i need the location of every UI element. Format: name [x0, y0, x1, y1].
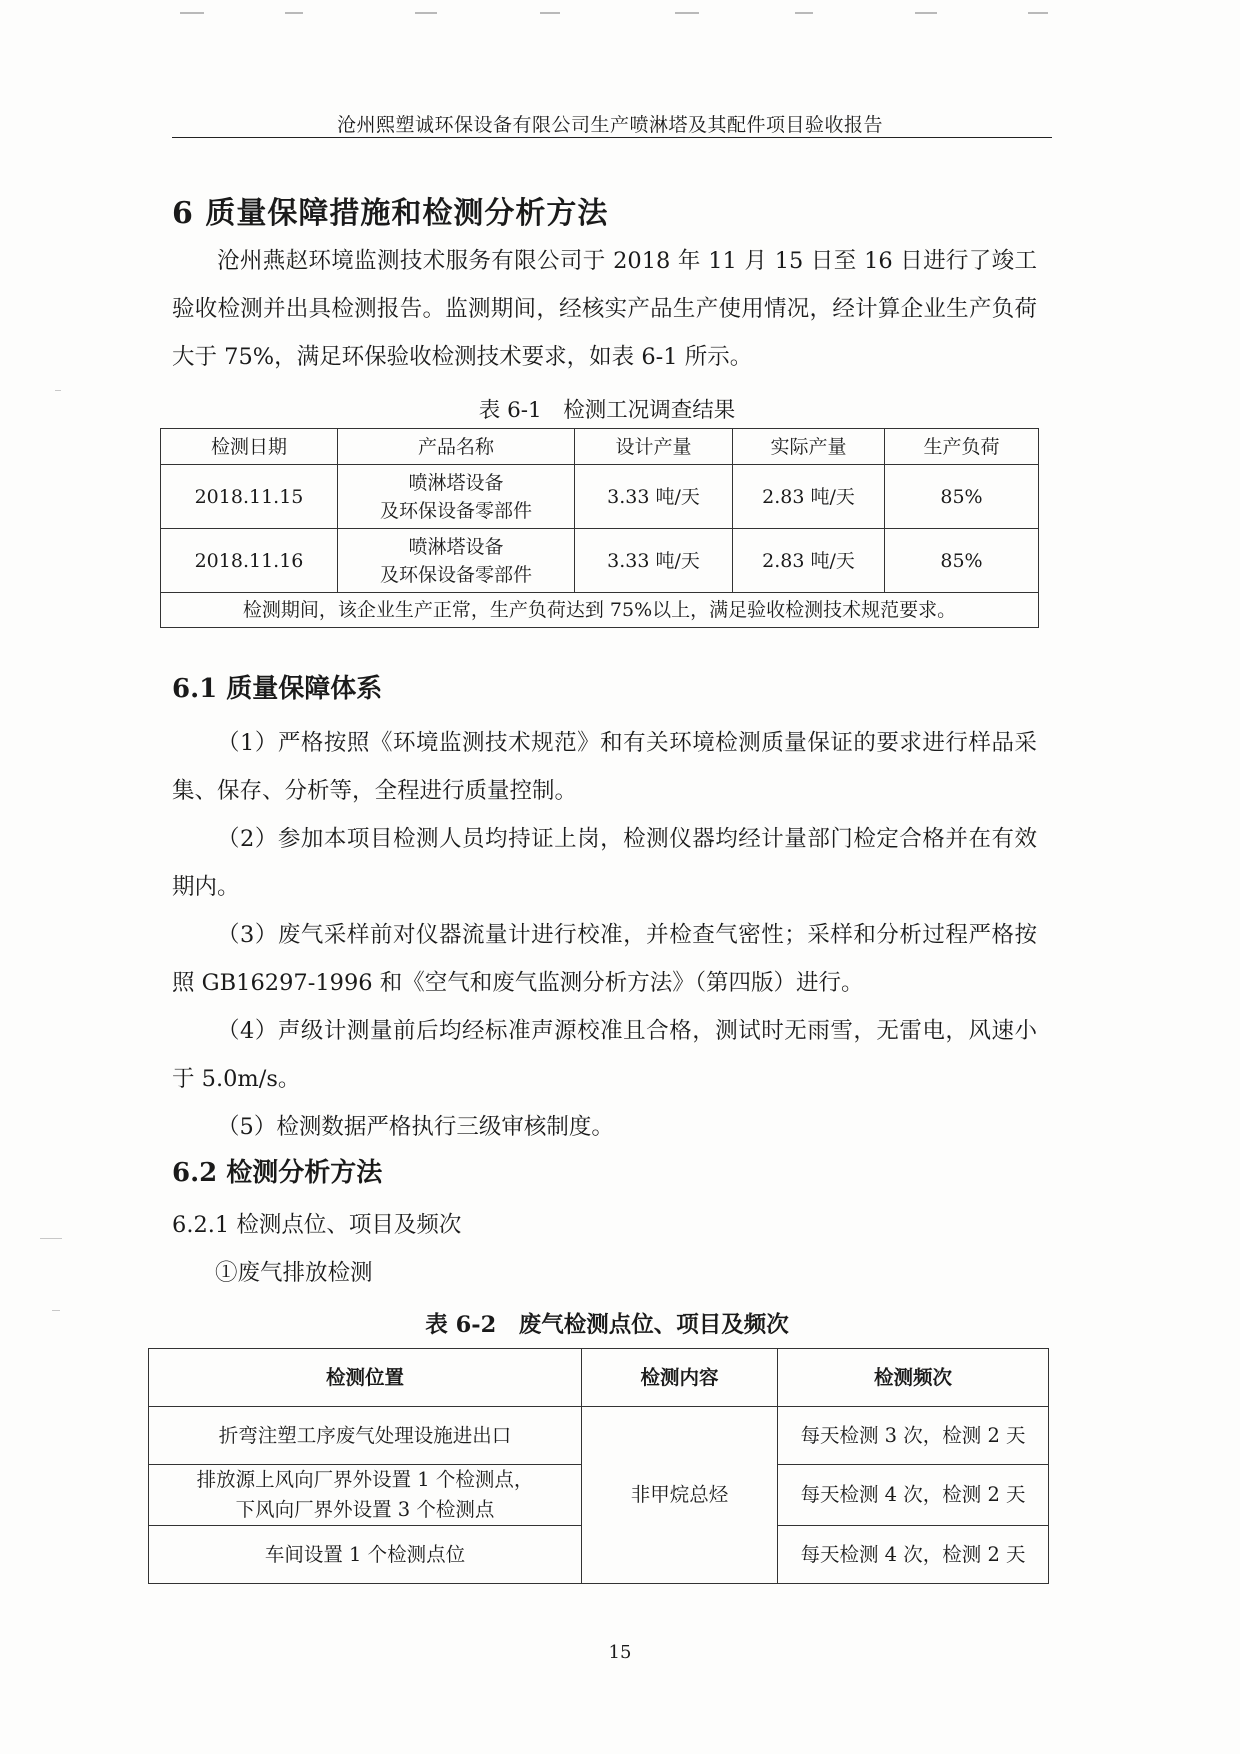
section-6-intro-paragraph: 沧州燕赵环境监测技术服务有限公司于 2018 年 11 月 15 日至 16 日进行了竣工验收检测并出具检测报告。监测期间，经核实产品生产使用情况，经计算企业生产负荷大于 75%，满足环保验收检测技术要求，如表 6-1 所示。 — [172, 248, 1037, 370]
section-6-heading: 6 质量保障措施和检测分析方法 — [172, 196, 609, 231]
header-cell: 实际产量 — [733, 429, 885, 465]
table-6-2 — [148, 1348, 1049, 1584]
load-cell: 85% — [885, 529, 1039, 593]
header-cell: 检测日期 — [161, 429, 338, 465]
scan-margin-mark — [52, 1310, 60, 1311]
page-number: 15 — [608, 1642, 632, 1663]
header-cell: 设计产量 — [575, 429, 733, 465]
table-note-cell: 检测期间，该企业生产正常，生产负荷达到 75%以上，满足验收检测技术规范要求。 — [161, 593, 1039, 628]
product-line: 及环保设备零部件 — [379, 563, 532, 586]
date-cell: 2018.11.16 — [161, 529, 338, 593]
scan-margin-mark — [40, 1238, 62, 1239]
product-cell — [338, 529, 575, 593]
header-cell: 检测频次 — [778, 1349, 1049, 1407]
header-rule — [172, 137, 1052, 138]
table-row — [161, 465, 1039, 529]
qa-item: （3）废气采样前对仪器流量计进行校准，并检查气密性；采样和分析过程严格按照 GB16297-1996 和《空气和废气监测分析方法》（第四版）进行。 — [172, 922, 1037, 996]
section-6-2-heading: 6.2 检测分析方法 — [172, 1158, 383, 1188]
header-cell: 产品名称 — [338, 429, 575, 465]
table-6-1-caption: 表 6-1 检测工况调查结果 — [478, 398, 736, 423]
frequency-cell: 每天检测 4 次，检测 2 天 — [778, 1465, 1049, 1526]
product-line: 及环保设备零部件 — [379, 499, 532, 522]
load-cell: 85% — [885, 465, 1039, 529]
header-cell: 检测内容 — [582, 1349, 778, 1407]
running-header: 沧州熙塑诚环保设备有限公司生产喷淋塔及其配件项目验收报告 — [336, 114, 883, 136]
product-line: 喷淋塔设备 — [408, 471, 504, 494]
content-cell: 非甲烷总烃 — [582, 1407, 778, 1584]
quality-assurance-list — [172, 719, 1037, 1151]
header-cell: 生产负荷 — [885, 429, 1039, 465]
design-output-cell: 3.33 吨/天 — [575, 529, 733, 593]
scan-margin-mark — [55, 390, 61, 391]
subsection-6-2-1-heading: 6.2.1 检测点位、项目及频次 — [172, 1212, 462, 1238]
position-cell — [149, 1465, 582, 1526]
actual-output-cell: 2.83 吨/天 — [733, 529, 885, 593]
scan-artifact-marks — [180, 12, 1060, 20]
qa-item: （1）严格按照《环境监测技术规范》和有关环境检测质量保证的要求进行样品采集、保存、分析等，全程进行质量控制。 — [172, 730, 1037, 804]
qa-item: （2）参加本项目检测人员均持证上岗，检测仪器均经计量部门检定合格并在有效期内。 — [172, 826, 1037, 900]
table-row — [149, 1407, 1049, 1465]
position-cell: 车间设置 1 个检测点位 — [149, 1526, 582, 1584]
frequency-cell: 每天检测 4 次，检测 2 天 — [778, 1526, 1049, 1584]
table-6-2-caption: 表 6-2 废气检测点位、项目及频次 — [425, 1312, 789, 1338]
frequency-cell: 每天检测 3 次，检测 2 天 — [778, 1407, 1049, 1465]
product-cell — [338, 465, 575, 529]
position-cell: 折弯注塑工序废气处理设施进出口 — [149, 1407, 582, 1465]
product-line: 喷淋塔设备 — [408, 535, 504, 558]
actual-output-cell: 2.83 吨/天 — [733, 465, 885, 529]
table-row — [161, 529, 1039, 593]
table-header-row — [149, 1349, 1049, 1407]
table-note-row — [161, 593, 1039, 628]
position-line: 下风向厂界外设置 3 个检测点 — [235, 1498, 495, 1521]
position-line: 排放源上风向厂界外设置 1 个检测点， — [196, 1468, 534, 1491]
date-cell: 2018.11.15 — [161, 465, 338, 529]
header-cell: 检测位置 — [149, 1349, 582, 1407]
design-output-cell: 3.33 吨/天 — [575, 465, 733, 529]
qa-item: （4）声级计测量前后均经标准声源校准且合格，测试时无雨雪，无雷电，风速小于 5.0m/s。 — [172, 1018, 1037, 1092]
qa-item: （5）检测数据严格执行三级审核制度。 — [217, 1114, 614, 1140]
table-6-1 — [160, 428, 1039, 628]
table-header-row — [161, 429, 1039, 465]
section-6-1-heading: 6.1 质量保障体系 — [172, 674, 383, 704]
exhaust-gas-item-heading: ①废气排放检测 — [215, 1260, 373, 1286]
